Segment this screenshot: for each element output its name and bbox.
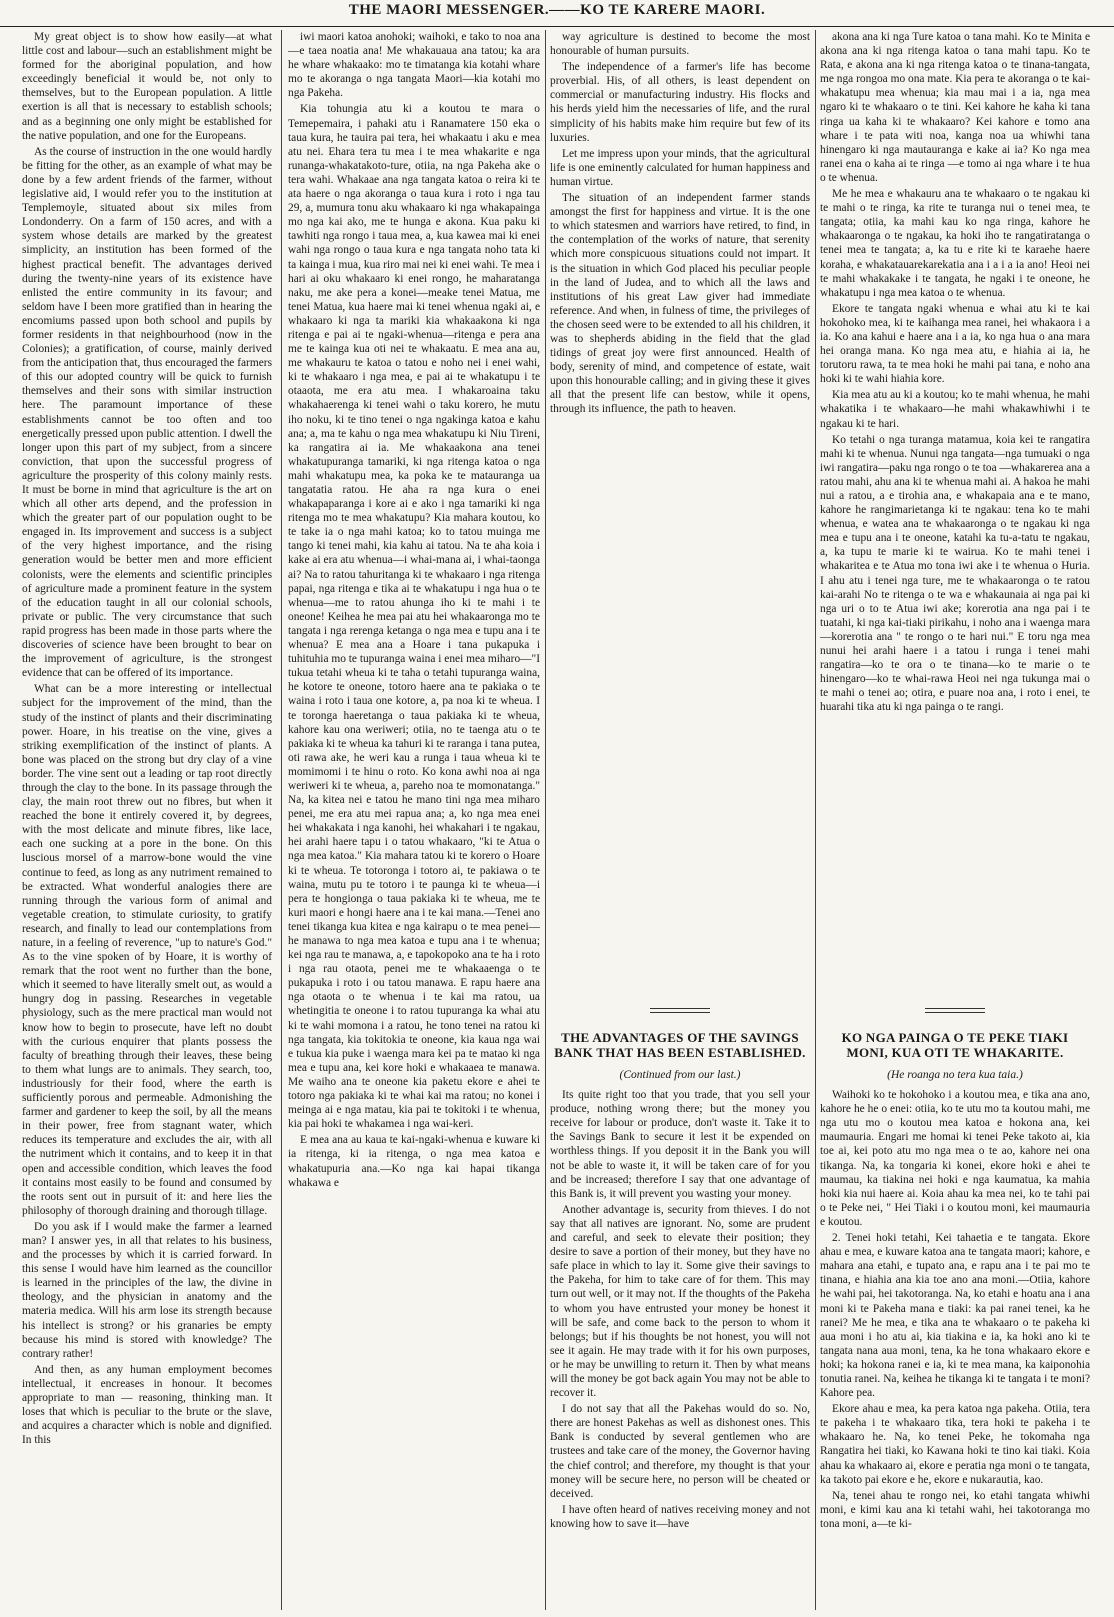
article-headline: THE ADVANTAGES OF THE SAVINGS BANK THAT HAS BEEN ESTABLISHED.	[554, 1030, 806, 1060]
column-rule	[545, 30, 546, 1610]
column-3-english-top	[550, 30, 810, 510]
paragraph: E mea ana au kaua te kai-ngaki-whenua e kuware ki ia ritenga, ki ia ritenga, o nga mea katoa e whakatupuria ana.—Ko nga kai hapai tikanga whakawa e	[288, 1134, 540, 1189]
article-subhead: (Continued from our last.)	[619, 1069, 741, 1081]
paragraph: My great object is to show how easily—at what little cost and labour—such an establishment might be formed for the aboriginal population, and how exceedingly beneficial it would be, not only to themselves, but to the European population. A little exertion is all that is necessary to establish schools; and as a beginning one only might be established for the native population, and one for the Europeans.	[22, 31, 272, 142]
paragraph: Na, tenei ahau te rongo nei, ko etahi tangata whiwhi moni, e kimi kau ana ki tetahi wahi, hei takotoranga mo tona moni, a—te ki-	[820, 1489, 1090, 1530]
article-subhead: (He roanga no tera kua taia.)	[887, 1069, 1023, 1081]
paragraph: iwi maori katoa anohoki; waihoki, e tako to noa ana—e taea noatia ana! Me whakauaua ana tatou; ka ara he whare whakaako: mo te timatanga kia kotahi whare mo te akoranga o nga tangata Maori—kia kotahi mo nga Pakeha.	[288, 31, 540, 100]
paragraph: Another advantage is, security from thieves. I do not say that all natives are ignorant. No, some are prudent and careful, and seek to elevate their position; they desire to save a portion of their money, but they have no safe place in which to lay it. Some give their savings to the Pakeha, for him to take care of for them. This may turn out well, or it may not. If the thoughts of the Pakeha to whom you have entrusted your money be honest it will be safe, and come back to the person to whom it belongs; but if his thoughts be not honest, you will not see it again. He may trade with it for his own purposes, or he may be unwilling to return it. Then by what means will the money be got back again You may not be able to recover it.	[550, 1203, 810, 1400]
column-4-maori-top	[820, 30, 1090, 1020]
column-4-peke-tiaki-article	[820, 1030, 1090, 1612]
paragraph: way agriculture is destined to become the most honourable of human pursuits.	[550, 31, 810, 58]
paragraph: As the course of instruction in the one would hardly be fitting for the other, as an example of what may be done by a few ardent friends of the farmer, without legislative aid, I would refer you to the institution at Templemoyle, situated about six miles from Londonderry. On a farm of 150 acres, and with a system whose details are marked by the greatest simplicity, an institution has been formed of the highest practical benefit. The advantages derived during the twenty-nine years of its existence have enlisted the entire community in its favour; and seldom have I been more gratified than in hearing the encomiums passed upon both school and pupils by former residents in that neighbourhood (now in the Colonies); a gratification, of course, mainly derived from the anticipation that, thus encouraged the farmers of this our adopted country will be quick to furnish themselves and their sons with similar instruction here. The paramount importance of these establishments cannot be too often and too energetically pressed upon public attention. I dwell the longer upon this part of my subject, from a sincere conviction, that upon the successful progress of agriculture the prosperity of this colony mainly rests. It must be borne in mind that agriculture is the art on which all other arts depend, and the profession in which the greater part of our population ought to be engaged in. Its improvement and success is a subject of the very highest importance, and the rising generation would be better men and more efficient colonists, were the elements and scientific principles of agriculture made a prominent feature in the system of the education taught in all our colonial schools, private or public. The very circumstance that such rapid progress has been made in those parts where the discoveries of science have been brought to bear on the improvement of agriculture, is the strongest evidence that can be offered of its importance.	[22, 145, 272, 680]
paragraph: Ekore te tangata ngaki whenua e whai atu ki te kai hokohoko mea, ki te kaihanga mea ranei, hei whakaora i a ia. Ko ana kahui e haere ana i a ia, ko nga hua o ana mara hei oranga mana. Ko nga mea atu, e hiahia ai ia, he torutoru rawa, ta te mea hoki he mahi pai tana, e noho ana hoki ki te wahi hiahia kore.	[820, 302, 1090, 386]
paragraph: Waihoki ko te hokohoko i a koutou mea, e tika ana ano, kahore he he o enei: otiia, ko te utu mo ta koutou mahi, me nga utu mo o koutou mea katoa e hokona ana, kei maumauria. Engari me homai ki tenei Peke takoto ai, kia toe ai, kei poto atu mo nga mea o te ao, kahore nei ona tikanga. Na, ka tongaria ki konei, ekore hoki e ahei te maumau, ka tiakina nei hoki e nga kaumatua, ka mahia hoki kia nui haere ai. Koia ahau ka mea nei, ko te tahi pai o te Peke nei, " Hei Tiaki i o koutou moni, kei maumauria e koutou.	[820, 1089, 1090, 1228]
section-divider	[650, 1008, 710, 1013]
paragraph: Kia mea atu au ki a koutou; ko te mahi whenua, he mahi whakatika i te whakaaro—he mahi whakawhiwhi i te ngakau ki te hari.	[820, 389, 1090, 430]
paragraph: Ko tetahi o nga turanga matamua, koia kei te rangatira mahi ki te whenua. Nunui nga tangata—nga tumuaki o nga iwi rangatira—paku nga rongo o te toa —whakarerea ana a ratou mahi, ahu ana ki te whenua mahi ai. A hakoa he mahi nui a ratou, a e tirohia ana, e whakapaia ana e te mano, kahore he rangimarietanga ki te ngakau: tena ko te mahi whenua, e watea ana te whakaaronga o te ngakau ki nga mea e tupu ana i te oneone, katahi ka tu-a-tatu te ngakau, a, ka tupu te marie ki te wairua. Ko te mahi tenei i whakaritea e te Atua mo tona iwi ake i te whenua o Huria. I ahu atu i tenei nga ture, me te whakaaronga o te ratou kai-arahi No te ritenga o te wa e whakaunaia ai nga pai ki nga uri o to te Atua iwi ake; korerotia ana nga pai i te tuatahi, ki nga kai-tiaki pirikahu, i noho ana i waenga mara—korerotia ana " te rongo o te hari nui." E toru nga mea nunui hei arahi haere i a tatou i runga i tenei mahi rangatira—ko te ora o te tinana—ko te marie o te hinengaro—ko te whai-rawa Heoi nei nga tukunga mai o te mahi o tenei ao; otira, e puare noa ana, i roto i enei, te huarahi tika atu ki nga painga o te rangi.	[820, 433, 1090, 714]
column-rule	[815, 30, 816, 1610]
paragraph: What can be a more interesting or intellectual subject for the improvement of the mind, than the study of the instinct of plants and their discriminating power. Hoare, in his treatise on the vine, gives a striking exemplification of the instinct of plants. A bone was placed on the strong but dry clay of a vine border. The vine sent out a leading or tap root directly through the clay to the bone. In its passage through the clay, the main root threw out no fibres, but when it reached the bone it entirely covered it, by degrees, with the most delicate and minute fibres, like lace, each one sucking at a pore in the bone. On this luscious morsel of a marrow-bone would the vine continue to feed, as long as any nutriment remained to be extracted. What wonderful analogies there are running through the various form of animal and vegetable creation, to stimulate curiosity, to gratify research, and finally to lead our contemplations from nature, in a feeling of reverence, "up to nature's God." As to the vine spoken of by Hoare, it is worthy of remark that the root went no further than the bone, which it seemed to have literally smelt out, as would a hungry dog in passing. Researches in vegetable physiology, such as the mere practical man would not know how to begin to prosecute, have left no doubt with the curious enquirer that plants possess the faculty of breathing through their leaves, these being to them what lungs are to animals. They search, too, industriously for their food, where the earth is sufficiently porous and permeable. Admonishing the farmer and gardener to keep the soil, by all the means in their power, free from stagnant water, which reduces its temperature and excludes the air, with all the nutriment which it contains, and to keep it in that open and accessible condition, which leaves the food it contains most easily to be found and consumed by the roots sent out in pursuit of it: and here lies the philosophy of thorough draining and thorough tillage.	[22, 683, 272, 1217]
paragraph: Kia tohungia atu ki a koutou te mara o Temepemaira, i pahaki atu i Ranamatere 150 eka o taua kura, he tauira pai tera, hei whakaatu i aku e mea atu nei. Ehara tera tu mea i te mea whakarite e nga runanga-whakatakoto-ture, otiia, na nga Pakeha ake o tera wahi. Whakaae ana nga tangata katoa o reira ki te ata haere o nga akoranga o taua kura i roto i nga tau 29, a, mumura tonu aku whakaaro ki nga whakapainga mo nga kai ako, me te hunga e akona. Kua paku ki tawhiti nga rongo i taua mea, a, kua kawea mai ki enei wahi nga rongo o taua kura e nga tangata noho tata ki ta kainga i mua, kua riro mai nei ki enei wahi. Te mea i hari ai oku whakaaro ki enei rongo, he maharatanga naku, me ake pera a konei—meake tenei Matua, me tenei Matua, kua haere mai ki tenei whenua ngaki ai, e whakaaro ki nga ta mariki kia whakaakona ki nga ritenga e pai ai te ngaki-whenua—ritenga e pera ana me te kainga kua oti nei te whakaatu. E mea ana au, me whakauru te katoa o tatou e noho nei i enei wahi, ki te whakaaro i nga mea, e pai ai te whakatupu i te otaaota, me era atu mea. I whakaroaina taku whakahaerenga ki tenei wahi o taku korero, he mutu iho noku, ki te tino tenei o nga ngakinga katoa e kahu ana; a, ma te kahu o nga mea whakatupu ki Niu Tireni, ka rangatira ai ia. Me whakaakona ana tenei whakatupuranga tamariki, ki nga ritenga katoa o nga mahi whakatupu mea, ka poka ke te matauranga ua tangatatia ratou. He aha ra nga kura o enei whakapaparanga i kore ai e ako i nga tamariki ki nga ritenga mo te mea whakatupu? Kia mahara koutou, ko te take ia o nga mahi katoa; ko to tatou muinga me tango ki tenei mahi, kia kahu ai tatou. Na te aha koia i kake ai era atu whenua—i whai-mana ai, i whai-taonga ai? Na to ratou tahuritanga ki te whakaaro i nga ritenga papai, nga ritenga e tika ai te whakatupu i nga hua o te whenua—me to ratou ahunga iho ki te mahi i te oneone! Keihea he mea pai atu hei whakaaronga mo te tangata i nga rerenga ketanga o nga mea e tupu ana i te whenua? E mea ana a Hoare i tana pukapuka i tuhituhia mo te tupuranga waina i enei mea miharo—"I tukua tetahi wheua ki te taha o tetahi tupuranga waina, he kotore te oneone, totoro haere ana te pakiaka o te waina i roto i taua one kotore, a, pa noa ki te wheua. I te toronga haeretanga o taua pakiaka ki te wheua, kahore kau ona weriweri; otiia, no te taenga atu o te pakiaka ki te wheua ka tahuri ki te raranga i tana putea, oti rawa ake, he weri kau a runga i taua wheua ki te momimomi i te hinu o roto. Ko kona awhi noa ai nga weriweri ki te wheua, a, pareho noa te momonatanga." Na, ka kitea nei e tatou he mano tini nga mea miharo penei, me era atu mei rapua ana; a, ko nga mea enei hei whakakata i nga kanohi, hei whakahari i te ngakau, hei arahi haere tapu i o tatou whakaaro, "ki te Atua o nga mea katoa." Kia mahara tatou ki te korero o Hoare ki te wheua. Te totoronga i totoro ai, te pakiawa o te waina, mutu pu te totoro i te paunga ki te wheua—i pera te hongionga o taua pakiaka ki te wheua, me te kuri maori e hongi haere ana i te kai mana.—Tenei ano tenei tikanga kua kitea e nga kairapu o te mea penei—he manawa to nga mea katoa e tupu ana i te whenua; kei nga rau te manawa, a, e tapokopoko ana te ha i roto i nga rau otaota, penei me te whakaaenga o te pukapuka i roto i ou tatou manawa. E rapu haere ana nga otaota o te whenua i te kai ma ratou, ua whetingitia te oneone i to ratou tupuranga ka whai atu ki te wahi momona i a ratou, he tono tenei na ratou ki nga tangata, kia tokitokia te oneone, kia kaua nga wai e tukua kia puke i waenga mara kei pa te matao ki nga mea e tupu ana, kei kore hoki e whakaaea te manawa. Me waiho ana te oneone kia paketu ekore e ahei te totoro nga pakiaka ki te whai kai ma ratou; no konei i meinga ai e nga matau, kia pai te tokitoki i te whenua, kia pai hoki te whakamea i nga wai-keri.	[288, 103, 540, 1131]
paragraph: I have often heard of natives receiving money and not knowing how to save it—have	[550, 1503, 810, 1530]
paragraph: Its quite right too that you trade, that you sell your produce, nothing wrong there; but the money you receive for labour or produce, don't waste it. Take it to the Savings Bank to secure it lest it be expended on worthless things. If you deposit it in the Bank you will not be able to waste it, it will be taken care of for you and be increased; therefore I say that one advantage of this Bank is, it will prevent you wasting your money.	[550, 1089, 810, 1200]
masthead: THE MAORI MESSENGER.——KO TE KARERE MAORI.	[0, 2, 1114, 27]
paragraph: The independence of a farmer's life has become proverbial. His, of all others, is least dependent on commercial or manufacturing industry. His flocks and his herds yield him the necessaries of life, and the rural simplicity of his habits make him require but few of its luxuries.	[550, 61, 810, 144]
paragraph: The situation of an independent farmer stands amongst the first for happiness and virtue. It is the one to which statesmen and warriors have retired, to find, in the contemplation of the works of nature, that serenity which more conspicuous situations could not impart. It is the situation in which God placed his peculiar people in the land of Judea, and to which all the laws and institutions of his great Law giver had immediate reference. And when, in fulness of time, the privileges of the chosen seed were to be extended to all his children, it was to shepherds abiding in the field that the glad tidings of great joy were first announced. Health of body, serenity of mind, and competence of estate, wait upon this honourable calling; and in giving these it gives all that the present life can bestow, while it opens, through its influence, the path to heaven.	[550, 192, 810, 416]
column-3-savings-bank-article	[550, 1030, 810, 1612]
column-2-maori	[288, 30, 540, 1612]
paragraph: akona ana ki nga Ture katoa o tana mahi. Ko te Minita e akona ana ki nga ritenga katoa o tana mahi tapu. Ko te Rata, e akona ana ki nga ritenga katoa o te tinana-tangata, me nga rongoa mo ona mate. Kia pera te akoranga o te kai-whakatupu mea whenua; kia mau mai i a ia, nga mea ngaro ki te whakaaro o te tini. Kei kahore he kaha ki tana ringa ua kaha ki te whakaaro? Kei kahore e tomo ana whare i te pata witi noa, kanga noa ua whiwhi tana hinengaro ki nga mautauranga e kake ai ia? Ko nga mea ranei ena o kaha ai te ringa —e tomo ai nga whare i te hua o te whenua.	[820, 31, 1090, 184]
paragraph: I do not say that all the Pakehas would do so. No, there are honest Pakehas as well as dishonest ones. This Bank is conducted by several gentlemen who are trustees and take care of the money, the Governor having the chief control; and therefore, my thought is that your money will be secure here, no person will be cheated or deceived.	[550, 1403, 810, 1500]
paragraph: Let me impress upon your minds, that the agricultural life is one eminently calculated for human happiness and human virtue.	[550, 147, 810, 188]
column-rule	[281, 30, 282, 1610]
paragraph: And then, as any human employment becomes intellectual, it encreases in honour. It becomes appropriate to man — reasoning, thinking man. It loses that which is peculiar to the brute or the slave, and acquires a character which is noble and dignified. In this	[22, 1363, 272, 1447]
column-1-english	[22, 30, 272, 1612]
paragraph: Ekore ahau e mea, ka pera katoa nga pakeha. Otiia, tera te pakeha i te whakaaro tika, tera hoki te pakeha i te whakaaro he. Na, ko tenei Peke, he tokomaha nga Rangatira hei tiaki, ko Kawana hoki te tino kai tiaki. Koia ahau ka whakaaro ai, ekore e peratia nga moni o te tangata, ka takoto pai ekore e he, ekore e nukarautia, kao.	[820, 1403, 1090, 1486]
paragraph: Me he mea e whakauru ana te whakaaro o te ngakau ki te mahi o te ringa, ka rite te turanga nui o tenei mea, te tangata; otiia, ka mahi kau ko nga ringa, kahore he whakaaronga o te ngakau, ka hoki iho te rangatiratanga o tenei mea te tangata; a, ka tu e rite ki te karaehe haere koraha, e whakatauarekarekatia ana i a i a ia ano! Heoi nei te mahi whakakake i te tangata, he ngaki i te oneone, he whakatupu i nga mea katoa o te whenua.	[820, 188, 1090, 299]
article-headline: KO NGA PAINGA O TE PEKE TIAKI MONI, KUA OTI TE WHAKARITE.	[841, 1030, 1069, 1060]
paragraph: Do you ask if I would make the farmer a learned man? I answer yes, in all that relates to his business, and the processes by which it is carried forward. In this sense I would have him learned as the councillor is learned in the principles of the law, the divine in theology, and the physician in anatomy and the materia medica. Will his arm lose its strength because his intellect is strong? or his granaries be empty because his mind is stored with knowledge? The contrary rather!	[22, 1220, 272, 1360]
paragraph: 2. Tenei hoki tetahi, Kei tahaetia e te tangata. Ekore ahau e mea, e kuware katoa ana te tangata maori; kahore, e mahara ana etahi, e tupato ana, e rapu ana i te pai mo te tinana, e hiahia ana kia toe ano ana moni.—Otiia, kahore he wahi pai, hei takotoranga. Na, ko etahi e hoatu ana i ana moni ki te Pakeha mana e tiaki: ka pai ranei tenei, ka he ranei? Me he mea, e tika ana te whakaaro o te pakeha ki aua moni i ho atu ai, kia tiakina e ia, ka hoki ano ki te tangata nana aua moni, tena, ka he tona whakaaro ekore e hoki; ka hokona ranei e ia, ki te mea mana, ka kaiponohia tonutia ranei. Na, keihea he tikanga ki te tangata i te moni? Kahore pea.	[820, 1232, 1090, 1400]
